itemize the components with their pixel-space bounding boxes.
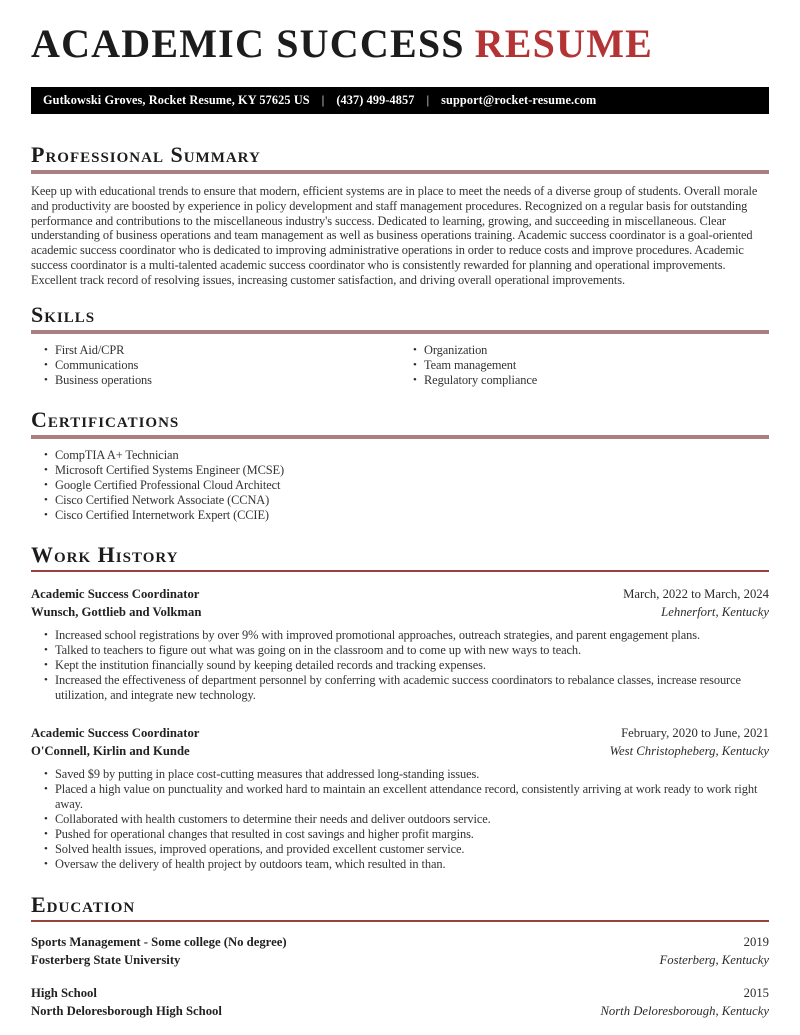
bullet-icon: • bbox=[44, 827, 48, 840]
education-year: 2015 bbox=[743, 985, 769, 1000]
job-bullet-text: Solved health issues, improved operations, and provided excellent customer service. bbox=[55, 841, 465, 856]
section-skills bbox=[31, 302, 769, 388]
job-bullet bbox=[31, 628, 769, 643]
bullet-icon: • bbox=[44, 767, 48, 780]
skill-label: Communications bbox=[55, 357, 139, 372]
bullet-icon: • bbox=[413, 343, 417, 356]
section-certifications bbox=[31, 407, 769, 523]
certification-item bbox=[31, 478, 769, 493]
bullet-icon: • bbox=[44, 373, 48, 386]
skill-label: Regulatory compliance bbox=[424, 372, 538, 387]
certification-item bbox=[31, 508, 769, 523]
section-divider bbox=[31, 570, 769, 572]
bullet-icon: • bbox=[44, 463, 48, 476]
certification-label: Microsoft Certified Systems Engineer (MCSE) bbox=[55, 462, 285, 477]
job-bullet-text: Kept the institution financially sound by keeping detailed records and tracking expenses. bbox=[55, 657, 486, 672]
job-dates: March, 2022 to March, 2024 bbox=[623, 586, 769, 601]
section-heading-skills: Skills bbox=[31, 301, 96, 327]
job-bullet-text: Saved $9 by putting in place cost-cutting measures that addressed long-standing issues. bbox=[55, 766, 480, 781]
section-divider bbox=[31, 330, 769, 334]
job-location: West Christopheberg, Kentucky bbox=[609, 743, 769, 758]
job-bullet bbox=[31, 767, 769, 782]
section-divider bbox=[31, 435, 769, 439]
section-work-history bbox=[31, 542, 769, 872]
section-divider bbox=[31, 170, 769, 174]
bullet-icon: • bbox=[44, 448, 48, 461]
page-title-black: ACADEMIC SUCCESS bbox=[31, 21, 465, 66]
job-bullet-text: Pushed for operational changes that resulted in cost savings and higher profit margins. bbox=[55, 826, 474, 841]
job-bullet-text: Increased school registrations by over 9% with improved promotional approaches, outreach strategies, and parent engagement plans. bbox=[55, 627, 700, 642]
job-company: Wunsch, Gottlieb and Volkman bbox=[31, 604, 202, 619]
skill-label: Organization bbox=[424, 342, 488, 357]
education-school: North Deloresborough High School bbox=[31, 1003, 222, 1018]
certification-item bbox=[31, 448, 769, 463]
job-bullet bbox=[31, 857, 769, 872]
job-title: Academic Success Coordinator bbox=[31, 586, 200, 601]
job-bullet bbox=[31, 658, 769, 673]
certification-item bbox=[31, 463, 769, 478]
skills-columns bbox=[31, 343, 769, 388]
section-education bbox=[31, 892, 769, 1020]
section-heading-education: Education bbox=[31, 891, 136, 917]
bullet-icon: • bbox=[44, 658, 48, 671]
education-entry bbox=[31, 984, 769, 1020]
contact-email: support@rocket-resume.com bbox=[441, 93, 597, 107]
page-title-accent: RESUME bbox=[474, 21, 654, 66]
job-bullet bbox=[31, 782, 769, 812]
contact-bar bbox=[31, 87, 769, 114]
section-professional-summary bbox=[31, 142, 769, 288]
skill-item bbox=[400, 373, 769, 388]
job-bullet bbox=[31, 673, 769, 703]
summary-paragraph: Keep up with educational trends to ensure that modern, efficient systems are in place to meet the needs of a diverse group of students. Overall morale and productivity are boosted by experience in policy development and staff management procedures. Recognized on a regular basis for outstanding performance and contributions to the miscellaneous industry's success. Dedicated to learning, growing, and succeeding in miscellaneous. Clear understanding of business operations and team management as well as business operations training. Academic success coordinator is a goal-oriented academic success coordinator who is dedicated to improving administrative operations in order to reduce costs and improve procedures. Academic success coordinator is a multi-talented academic success coordinator who is consistently rewarded for planning and operational improvements. Excellent track record of resolving issues, increasing customer satisfaction, and driving overall operational improvements. bbox=[31, 184, 758, 287]
contact-separator: | bbox=[426, 93, 430, 107]
skill-item bbox=[400, 358, 769, 373]
education-year: 2019 bbox=[743, 934, 769, 949]
skill-label: Business operations bbox=[55, 372, 152, 387]
skill-item bbox=[31, 343, 400, 358]
job-bullet-text: Placed a high value on punctuality and worked hard to maintain an excellent attendance record, consistently arriving at work ready to work right away. bbox=[55, 781, 758, 811]
job-bullet-text: Oversaw the delivery of health project by outdoors team, which resulted in than. bbox=[55, 856, 446, 871]
job-bullet-text: Talked to teachers to figure out what was going on in the classroom and to come up with new ways to teach. bbox=[55, 642, 582, 657]
bullet-icon: • bbox=[44, 812, 48, 825]
section-heading-work-history: Work History bbox=[31, 541, 179, 567]
section-heading-summary: Professional Summary bbox=[31, 142, 261, 167]
certification-label: CompTIA A+ Technician bbox=[55, 447, 179, 462]
contact-separator: | bbox=[321, 93, 325, 107]
bullet-icon: • bbox=[413, 358, 417, 371]
job-company: O'Connell, Kirlin and Kunde bbox=[31, 743, 190, 758]
bullet-icon: • bbox=[44, 508, 48, 521]
certification-label: Cisco Certified Network Associate (CCNA) bbox=[55, 492, 270, 507]
education-location: Fosterberg, Kentucky bbox=[659, 952, 769, 967]
skill-label: Team management bbox=[424, 357, 517, 372]
bullet-icon: • bbox=[44, 857, 48, 870]
education-degree: Sports Management - Some college (No degree) bbox=[31, 934, 287, 949]
education-degree: High School bbox=[31, 985, 97, 1000]
certification-label: Cisco Certified Internetwork Expert (CCIE) bbox=[55, 507, 269, 522]
job-bullet bbox=[31, 812, 769, 827]
skill-item bbox=[400, 343, 769, 358]
job-dates: February, 2020 to June, 2021 bbox=[621, 725, 769, 740]
job-title: Academic Success Coordinator bbox=[31, 725, 200, 740]
certification-item bbox=[31, 493, 769, 508]
job-bullet-text: Increased the effectiveness of department personnel by conferring with academic success coordinators to rebalance classes, increase resource utilization, and integrate new technology. bbox=[55, 672, 741, 702]
education-entry bbox=[31, 933, 769, 969]
bullet-icon: • bbox=[44, 643, 48, 656]
bullet-icon: • bbox=[44, 628, 48, 641]
job-bullet-text: Collaborated with health customers to determine their needs and deliver outdoors service. bbox=[55, 811, 491, 826]
certification-label: Google Certified Professional Cloud Architect bbox=[55, 477, 281, 492]
job-bullet bbox=[31, 643, 769, 658]
bullet-icon: • bbox=[44, 782, 48, 795]
skill-label: First Aid/CPR bbox=[55, 342, 125, 357]
bullet-icon: • bbox=[44, 478, 48, 491]
contact-address: Gutkowski Groves, Rocket Resume, KY 57625 US bbox=[43, 93, 310, 107]
page-title bbox=[31, 21, 769, 66]
job-location: Lehnerfort, Kentucky bbox=[661, 604, 769, 619]
bullet-icon: • bbox=[44, 493, 48, 506]
education-school: Fosterberg State University bbox=[31, 952, 181, 967]
work-history-entry bbox=[31, 585, 769, 703]
bullet-icon: • bbox=[44, 358, 48, 371]
section-divider bbox=[31, 920, 769, 922]
skill-item bbox=[31, 373, 400, 388]
skills-column-left bbox=[31, 343, 400, 388]
bullet-icon: • bbox=[413, 373, 417, 386]
job-bullet bbox=[31, 827, 769, 842]
job-bullet bbox=[31, 842, 769, 857]
education-location: North Deloresborough, Kentucky bbox=[600, 1003, 769, 1018]
bullet-icon: • bbox=[44, 842, 48, 855]
contact-phone: (437) 499-4857 bbox=[336, 93, 415, 107]
work-history-entry bbox=[31, 724, 769, 872]
skill-item bbox=[31, 358, 400, 373]
bullet-icon: • bbox=[44, 343, 48, 356]
bullet-icon: • bbox=[44, 673, 48, 686]
skills-column-right bbox=[400, 343, 769, 388]
section-heading-certifications: Certifications bbox=[31, 406, 180, 432]
